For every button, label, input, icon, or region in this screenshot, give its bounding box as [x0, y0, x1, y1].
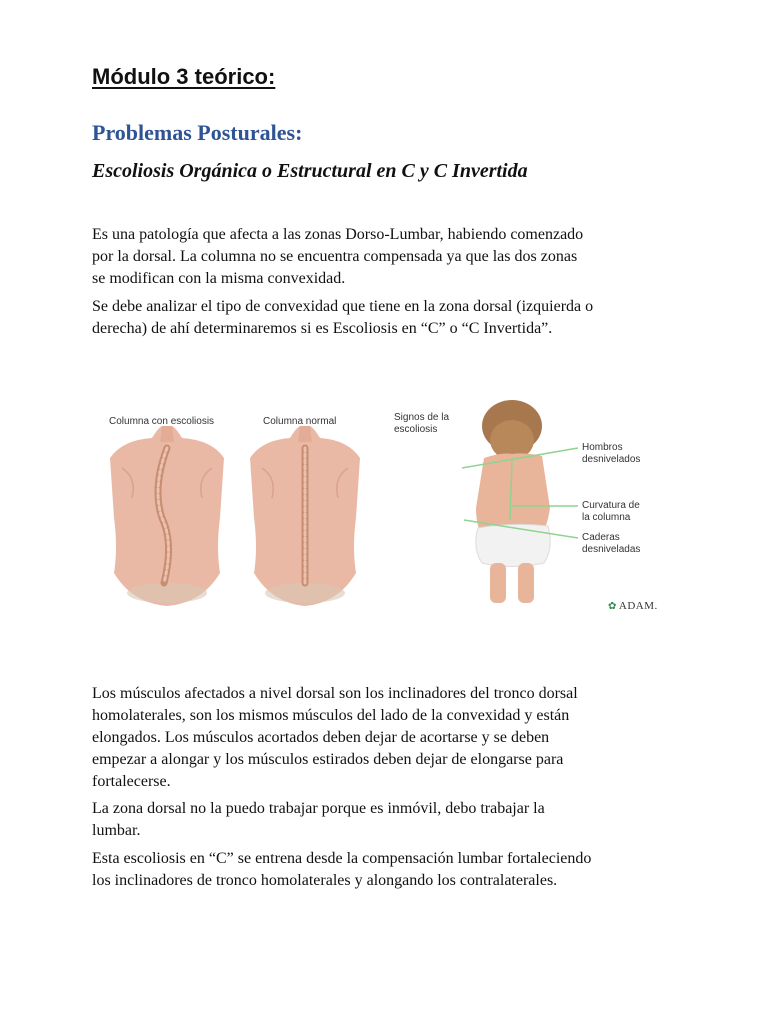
paragraph-3 [92, 683, 682, 793]
label-uneven-hips [582, 532, 640, 556]
paragraph-line: La zona dorsal no la puedo trabajar porque es inmóvil, debo trabajar la [92, 800, 545, 817]
label-scoliotic-spine: Columna con escoliosis [109, 416, 215, 427]
adam-credit-text: ADAM. [618, 600, 658, 612]
label-line: Curvatura de [582, 500, 640, 511]
paragraph-line: fortalecerse. [92, 773, 171, 790]
adam-logo-icon: ✿ [608, 601, 617, 612]
child-back-photo [462, 400, 578, 603]
label-line: desnivelados [582, 454, 641, 465]
label-line: desniveladas [582, 544, 641, 555]
section-title [92, 120, 302, 146]
paragraph-line: derecha) de ahí determinaremos si es Escoliosis en “C” o “C Invertida”. [92, 320, 553, 337]
paragraph-line: los inclinadores de tronco homolaterales y alongando los contralaterales. [92, 872, 558, 889]
paragraph-line: se modifican con la misma convexidad. [92, 270, 346, 287]
paragraph-2 [92, 296, 682, 340]
paragraph-line: Se debe analizar el tipo de convexidad que tiene en la zona dorsal (izquierda o [92, 298, 594, 315]
paragraph-line: Esta escoliosis en “C” se entrena desde la compensación lumbar fortaleciendo [92, 850, 592, 867]
paragraph-line: elongados. Los músculos acortados deben dejar de acortarse y se deben [92, 729, 550, 746]
label-line: escoliosis [394, 424, 438, 435]
label-line: la columna [582, 512, 631, 523]
paragraph-line: por la dorsal. La columna no se encuentra compensada ya que las dos zonas [92, 248, 578, 265]
module-title: Módulo 3 teórico: [92, 64, 276, 89]
label-line: Caderas [582, 532, 620, 543]
paragraph-line: Es una patología que afecta a las zonas Dorso-Lumbar, habiendo comenzado [92, 226, 584, 243]
paragraph-1 [92, 224, 682, 290]
label-line: Signos de la [394, 412, 450, 423]
label-line: Hombros [582, 442, 623, 453]
subtitle: Escoliosis Orgánica o Estructural en C y C Invertida [92, 160, 528, 182]
label-scoliosis-signs [394, 412, 449, 436]
scoliosis-illustration [92, 398, 682, 618]
paragraph-line: empezar a alongar y los músculos estirados deben dejar de elongarse para [92, 751, 564, 768]
paragraph-5 [92, 848, 682, 892]
paragraph-line: Los músculos afectados a nivel dorsal son los inclinadores del tronco dorsal [92, 685, 578, 702]
section-title-text: Problemas Posturales [92, 120, 296, 145]
paragraph-4 [92, 798, 682, 842]
label-normal-spine: Columna normal [263, 416, 337, 427]
label-uneven-shoulders [582, 442, 640, 466]
paragraph-line: homolaterales, son los mismos músculos del lado de la convexidad y están [92, 707, 570, 724]
normal-back-image [250, 426, 360, 606]
adam-credit [608, 600, 658, 612]
section-title-colon: : [295, 120, 303, 145]
paragraph-line: lumbar. [92, 822, 141, 839]
label-spine-curvature [582, 500, 640, 524]
scoliotic-back-image [110, 426, 224, 606]
